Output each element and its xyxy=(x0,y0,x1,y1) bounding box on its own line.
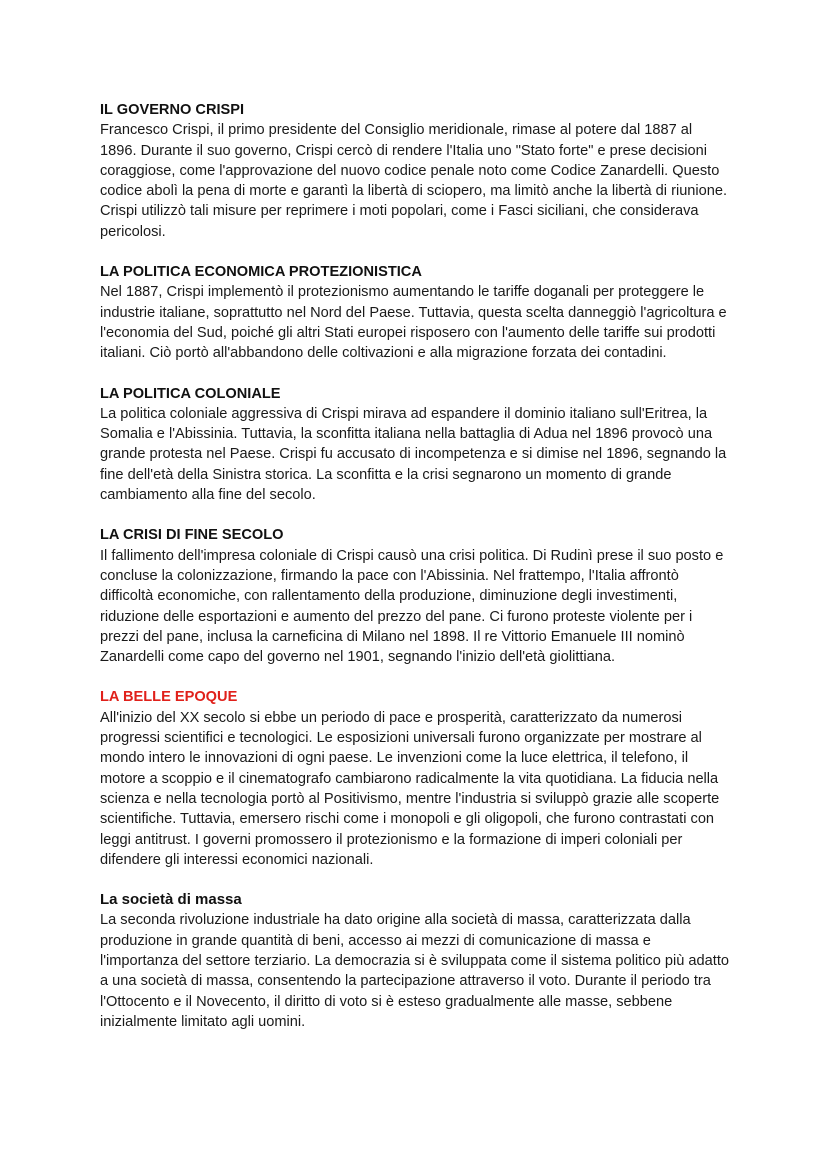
section-heading: LA POLITICA COLONIALE xyxy=(100,385,281,402)
section-heading: La società di massa xyxy=(100,891,242,909)
section-paragraph: Il fallimento dell'impresa coloniale di Crispi causò una crisi politica. Di Rudinì prese il suo posto e concluse la colonizzazione, firmando la pace con l'Abissinia. Nel frattempo, l'Italia affrontò difficoltà economiche, con rallentamento della produzione, diminuzione degli investimenti, riduzione delle esportazioni e aumento del prezzo del pane. Ci furono proteste violente per i prezzi del pane, inclusa la carneficina di Milano nel 1898. Il re Vittorio Emanuele III nominò Zanardelli come capo del governo nel 1901, segnando l'inizio dell'età giolittiana. xyxy=(100,547,724,666)
section-belle-epoque xyxy=(100,687,730,870)
section-paragraph: Francesco Crispi, il primo presidente del Consiglio meridionale, rimase al potere dal 1887 al 1896. Durante il suo governo, Crispi cercò di rendere l'Italia uno "Stato forte" e prese decisioni coraggiose, come l'approvazione del nuovo codice penale noto come Codice Zanardelli. Questo codice abolì la pena di morte e garantì la libertà di sciopero, ma limitò anche la libertà di riunione. Crispi utilizzò tali misure per reprimere i moti popolari, come i Fasci siciliani, che considerava pericolosi. xyxy=(100,122,728,240)
section-politica-coloniale xyxy=(100,384,730,506)
section-heading: LA POLITICA ECONOMICA PROTEZIONISTICA xyxy=(100,264,422,281)
document-page xyxy=(100,100,730,1052)
section-paragraph: All'inizio del XX secolo si ebbe un periodo di pace e prosperità, caratterizzato da numerosi progressi scientifici e tecnologici. Le esposizioni universali furono organizzate per mostrare al mondo intero le innovazioni di ogni paese. Le invenzioni come la luce elettrica, il telefono, il motore a scoppio e il cinematografo cambiarono radicalmente la vita quotidiana. La fiducia nella scienza e nella tecnologia portò al Positivismo, mentre l'industria si sviluppò grazie alle scoperte scientifiche. Tuttavia, emersero rischi come i monopoli e gli oligopoli, che furono contrastati con leggi antitrust. I governi promossero il protezionismo e la formazione di imperi coloniali per difendere gli interessi economici nazionali. xyxy=(100,709,720,868)
section-paragraph: La seconda rivoluzione industriale ha dato origine alla società di massa, caratterizzata dalla produzione in grande quantità di beni, accesso ai mezzi di comunicazione di massa e l'importanza del settore terziario. La democrazia si è sviluppata come il sistema politico più adatto a una società di massa, consentendo la partecipazione attraverso il voto. Durante il periodo tra l'Ottocento e il Novecento, il diritto di voto si è esteso gradualmente alle masse, sebbene inizialmente limitato agli uomini. xyxy=(100,912,729,1030)
section-heading: LA CRISI DI FINE SECOLO xyxy=(100,527,284,544)
section-societa-di-massa xyxy=(100,890,730,1032)
section-heading-accent: LA BELLE EPOQUE xyxy=(100,689,238,706)
section-politica-economica xyxy=(100,262,730,363)
section-crisi-fine-secolo xyxy=(100,525,730,667)
section-governo-crispi xyxy=(100,100,730,242)
section-heading: IL GOVERNO CRISPI xyxy=(100,102,245,118)
section-paragraph: Nel 1887, Crispi implementò il protezionismo aumentando le tariffe doganali per proteggere le industrie italiane, soprattutto nel Nord del Paese. Tuttavia, questa scelta danneggiò l'agricoltura e l'economia del Sud, poiché gli altri Stati europei risposero con l'aumento delle tariffe sui prodotti italiani. Ciò portò all'abbandono delle coltivazioni e alla migrazione forzata dei contadini. xyxy=(100,284,727,362)
section-paragraph: La politica coloniale aggressiva di Crispi mirava ad espandere il dominio italiano sull'Eritrea, la Somalia e l'Abissinia. Tuttavia, la sconfitta italiana nella battaglia di Adua nel 1896 provocò una grande protesta nel Paese. Crispi fu accusato di incompetenza e si dimise nel 1896, segnando la fine dell'età della Sinistra storica. La sconfitta e la crisi segnarono un momento di grande cambiamento alla fine del secolo. xyxy=(100,405,727,504)
